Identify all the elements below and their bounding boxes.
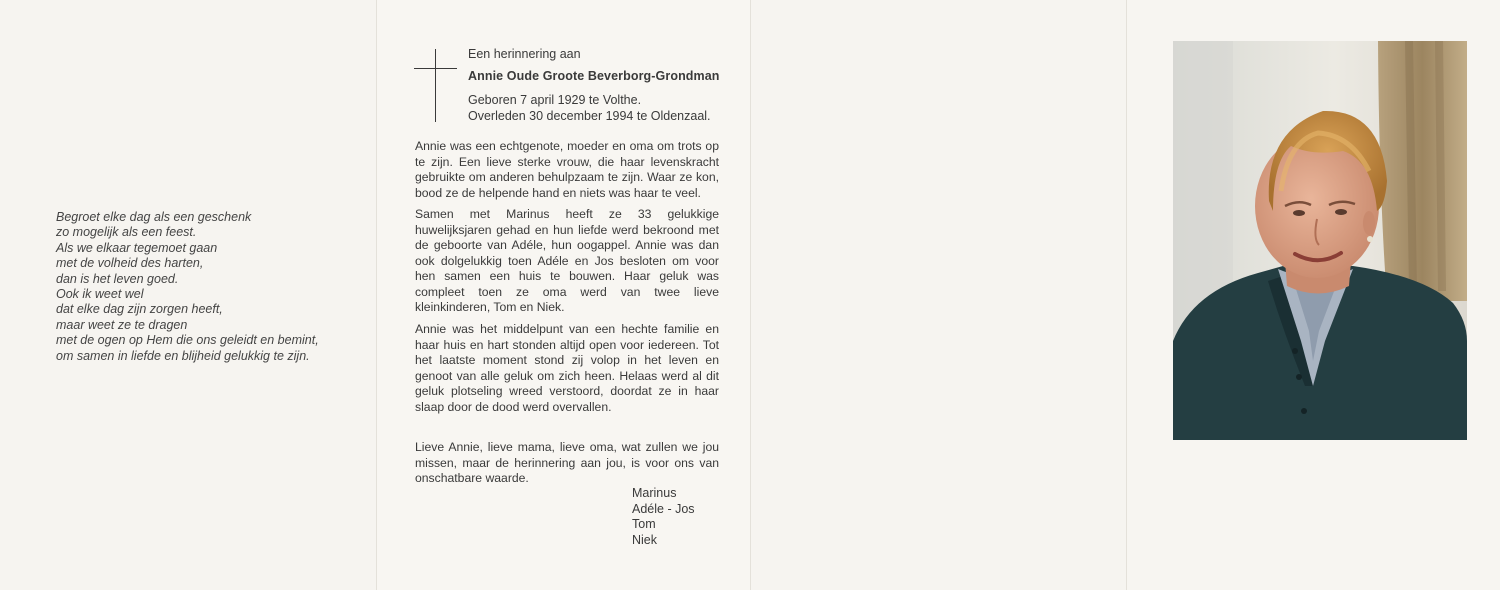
death-line: Overleden 30 december 1994 te Oldenzaal. bbox=[468, 108, 711, 123]
poem-line: dan is het leven goed. bbox=[56, 271, 179, 286]
blank-panel bbox=[750, 0, 1126, 590]
paragraph: Samen met Marinus heeft ze 33 gelukkige huwelijksjaren gehad en hun liefde werd bekroond met de geboorte van Adéle, hun oogappel. Annie was dan ook dolgelukkig toen Adéle en Jos besloten om voor hen samen een huis te bouwen. Haar geluk was compleet toen ze oma werd van twee lieve kleinkinderen, Tom en Niek. bbox=[415, 207, 719, 314]
life-dates bbox=[468, 93, 711, 124]
intro-text: Een herinnering aan bbox=[468, 47, 581, 61]
paragraph: Annie was een echtgenote, moeder en oma om trots op te zijn. Een lieve sterke vrouw, die haar levenskracht gebruikte om anderen behulpzaam te zijn. Waar ze kon, bood ze de helpende hand en niets was haar te veel. bbox=[415, 139, 719, 200]
cross-icon-bar bbox=[414, 68, 457, 69]
cross-icon bbox=[435, 49, 436, 122]
fold-line bbox=[376, 0, 377, 590]
fold-line bbox=[1126, 0, 1127, 590]
poem-line: met de volheid des harten, bbox=[56, 256, 204, 271]
birth-line: Geboren 7 april 1929 te Volthe. bbox=[468, 93, 642, 107]
portrait-illustration bbox=[1173, 41, 1467, 440]
fold-line bbox=[750, 0, 751, 590]
poem-line: Begroet elke dag als een geschenk bbox=[56, 210, 252, 224]
signer: Niek bbox=[632, 532, 658, 547]
poem-line: Ook ik weet wel bbox=[56, 287, 144, 302]
poem-line: maar weet ze te dragen bbox=[56, 317, 188, 332]
portrait-photo bbox=[1173, 41, 1467, 440]
signer: Marinus bbox=[632, 486, 677, 500]
paragraph: Lieve Annie, lieve mama, lieve oma, wat zullen we jou missen, maar de herinnering aan jou, is voor ons van onschatbare waarde. bbox=[415, 440, 719, 485]
poem-line: om samen in liefde en blijheid gelukkig te zijn. bbox=[56, 348, 310, 363]
signers bbox=[632, 486, 695, 548]
poem-line: Als we elkaar tegemoet gaan bbox=[56, 240, 218, 255]
signer: Tom bbox=[632, 517, 656, 531]
deceased-name: Annie Oude Groote Beverborg-Grondman bbox=[468, 69, 720, 83]
poem-line: dat elke dag zijn zorgen heeft, bbox=[56, 302, 223, 317]
poem bbox=[56, 210, 356, 364]
poem-line: met de ogen op Hem die ons geleidt en bemint, bbox=[56, 333, 319, 348]
signer: Adéle - Jos bbox=[632, 501, 695, 516]
paragraph: Annie was het middelpunt van een hechte familie en haar huis en hart stonden altijd open voor iedereen. Tot het laatste moment stond zij volop in het leven en genoot van alle geluk om zich heen. Helaas werd al dit geluk plotseling wreed verstoord, doordat ze in haar slaap door de dood werd overvallen. bbox=[415, 322, 719, 414]
poem-line: zo mogelijk als een feest. bbox=[56, 225, 197, 240]
